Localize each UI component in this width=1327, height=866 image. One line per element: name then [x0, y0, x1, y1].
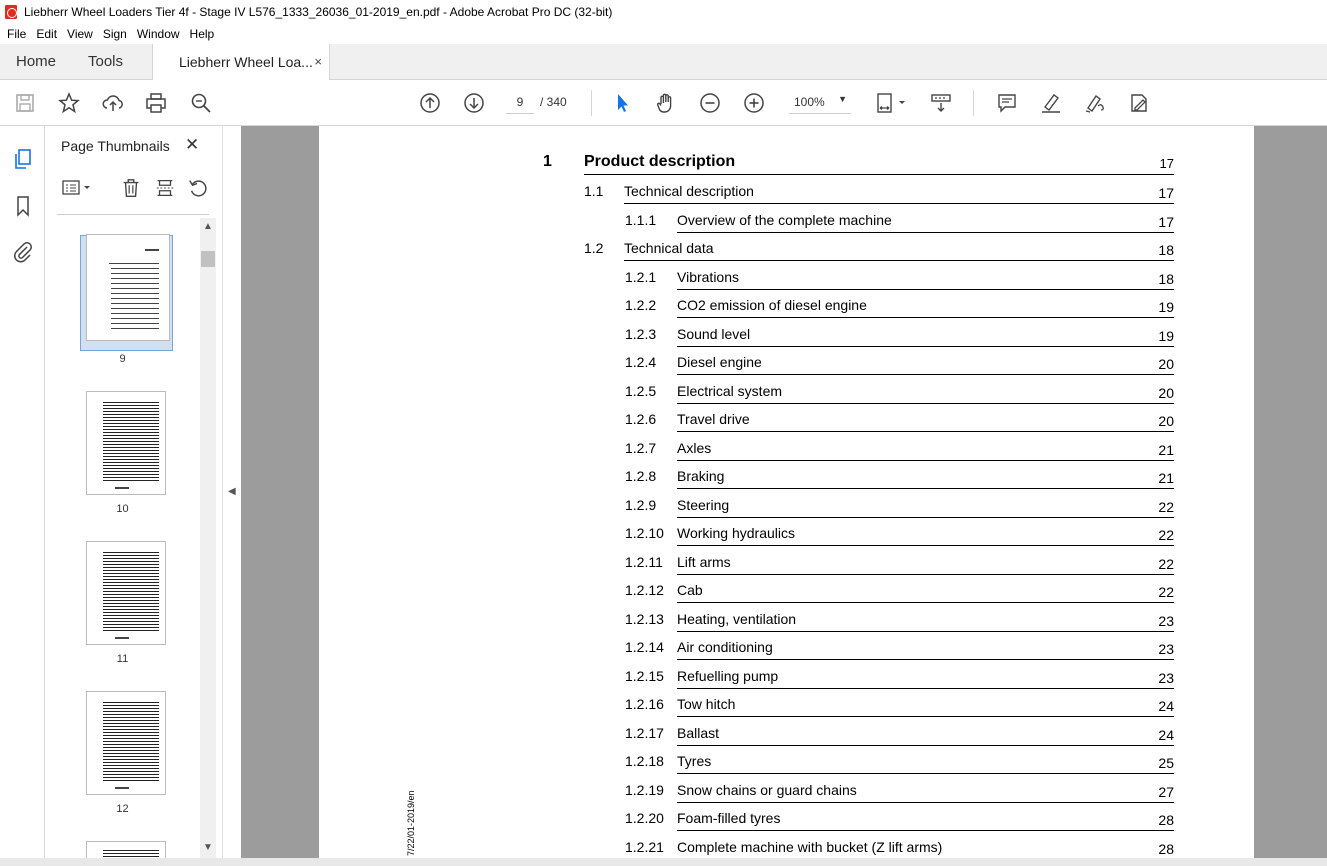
thumbnail-page-12[interactable] [86, 691, 166, 795]
toc-entry-page[interactable]: 28 [1158, 840, 1174, 857]
toc-chapter-title[interactable]: Product description [584, 153, 736, 170]
zoom-value: 100% [794, 95, 825, 109]
toc-entry-title[interactable]: Cab [677, 582, 703, 598]
left-rail [0, 126, 45, 866]
thumbnails-toolbar [45, 174, 222, 204]
toc-entry-title[interactable]: Axles [677, 439, 712, 456]
extract-page-icon[interactable] [153, 176, 177, 200]
toc-entry-number: 1.2.16 [625, 696, 664, 712]
toc-entry-page[interactable]: 25 [1158, 755, 1174, 771]
scroll-down-icon[interactable]: ▼ [203, 842, 213, 853]
toc-underline [677, 289, 1174, 290]
thumbnail-page-9[interactable] [86, 234, 170, 341]
toc-underline [677, 460, 1174, 461]
rotate-page-icon[interactable] [186, 176, 210, 200]
tab-home[interactable]: Home [16, 53, 57, 70]
zoom-out-icon[interactable] [697, 90, 723, 116]
zoom-in-icon[interactable] [741, 90, 767, 116]
menu-view[interactable]: View [67, 27, 93, 41]
toc-entry-number: 1.2.5 [625, 382, 657, 399]
menu-sign[interactable]: Sign [102, 27, 127, 41]
toc-entry-title[interactable]: Snow chains or guard chains [677, 781, 857, 798]
thumbnail-number: 9 [119, 353, 126, 365]
toc-entry-page[interactable]: 19 [1158, 327, 1174, 344]
attachment-icon[interactable] [10, 239, 36, 265]
collapse-panel-icon[interactable]: ◀ [228, 486, 236, 497]
tab-document[interactable] [152, 44, 330, 81]
toc-entry-number: 1.2.3 [625, 325, 657, 342]
toc-entry-number: 1.2.6 [625, 411, 657, 427]
close-tab-icon[interactable]: × [314, 54, 322, 69]
toc-entry-number: 1.2.11 [625, 553, 663, 570]
menu-window[interactable]: Window [136, 27, 180, 41]
toc-entry-page[interactable]: 18 [1158, 242, 1174, 258]
toc-entry-page[interactable]: 28 [1158, 812, 1174, 828]
page-total: / 340 [540, 95, 567, 109]
pdf-page [319, 126, 1254, 866]
thumbnail-page-11[interactable] [86, 541, 166, 645]
hand-tool-icon[interactable] [653, 90, 679, 116]
page-fit-icon[interactable] [872, 90, 910, 116]
toc-entry-number: 1.2.15 [625, 667, 664, 684]
toc-entry-number: 1.2.18 [625, 753, 664, 769]
toc-underline [677, 403, 1174, 404]
toc-entry-page[interactable]: 17 [1158, 185, 1174, 201]
toc-underline [677, 602, 1174, 603]
toc-entry-number: 1.2.10 [625, 525, 664, 541]
scroll-up-icon[interactable]: ▲ [203, 221, 213, 232]
toc-underline [677, 232, 1174, 233]
upload-cloud-icon[interactable] [100, 90, 126, 116]
bookmark-icon[interactable] [10, 193, 36, 219]
toc-entry-title[interactable]: Travel drive [677, 411, 750, 427]
toc-underline [624, 203, 1174, 204]
delete-page-icon[interactable] [119, 176, 143, 200]
toc-underline [677, 517, 1174, 518]
previous-page-icon[interactable] [417, 90, 443, 116]
toc-entry-title[interactable]: Foam-filled tyres [677, 810, 781, 826]
toc-underline [677, 745, 1174, 746]
star-icon[interactable] [56, 90, 82, 116]
toc-entry-page[interactable]: 22 [1158, 555, 1174, 572]
highlight-pen-icon[interactable] [1038, 90, 1064, 116]
toc-entry-title[interactable]: Braking [677, 468, 725, 484]
toc-chapter-page[interactable]: 17 [1159, 156, 1174, 171]
toc-chapter-number: 1 [543, 153, 552, 170]
toc-entry-title[interactable]: Tyres [677, 753, 712, 769]
toc-entry-title[interactable]: Sound level [677, 325, 751, 342]
toc-underline [677, 659, 1174, 660]
toc-underline [677, 431, 1174, 432]
toc-entry-number: 1.2.20 [625, 810, 664, 826]
toc-entry-page[interactable]: 20 [1158, 384, 1174, 401]
page-thumbnails-icon[interactable] [10, 146, 36, 172]
toc-underline [677, 574, 1174, 575]
toc-underline [677, 830, 1174, 831]
thumbnails-panel [45, 126, 222, 866]
toc-entry-number: 1.2.1 [625, 268, 657, 285]
thumbnail-options-icon[interactable] [59, 176, 95, 200]
toc-entry-page[interactable]: 24 [1158, 698, 1174, 714]
close-panel-icon[interactable]: ✕ [185, 135, 200, 154]
toc-entry-title[interactable]: Lift arms [677, 553, 731, 570]
toc-entry-title[interactable]: Technical data [624, 240, 714, 256]
sign-pen-icon[interactable] [1082, 90, 1108, 116]
thumbnail-list [45, 218, 200, 858]
toc-entry-page[interactable]: 19 [1158, 299, 1174, 315]
toc-entry-page[interactable]: 23 [1158, 612, 1174, 629]
toc-entry-number: 1.1.1 [625, 211, 657, 228]
toc-underline [584, 174, 1174, 175]
toc-entry-page[interactable]: 27 [1158, 783, 1174, 800]
thumbnail-number: 10 [116, 503, 129, 515]
toc-entry-page[interactable]: 23 [1158, 641, 1174, 657]
find-zoom-icon[interactable] [188, 90, 214, 116]
toc-entry-page[interactable]: 18 [1158, 270, 1174, 287]
toc-underline [677, 488, 1174, 489]
toc-underline [677, 773, 1174, 774]
toc-entry-title[interactable]: Tow hitch [677, 696, 736, 712]
toc-entry-number: 1.2.14 [625, 639, 664, 655]
toc-entry-number: 1.2.8 [625, 468, 657, 484]
toc-entry-title[interactable]: Technical description [624, 183, 754, 199]
toc-entry-number: 1.2.7 [625, 439, 657, 456]
toc-entry-page[interactable]: 22 [1158, 527, 1174, 543]
toc-entry-title[interactable]: CO2 emission of diesel engine [677, 297, 867, 313]
toc-entry-title[interactable]: Heating, ventilation [677, 610, 797, 627]
toc-underline [677, 688, 1174, 689]
toc-underline [677, 545, 1174, 546]
print-icon[interactable] [143, 90, 169, 116]
thumbnail-number: 11 [116, 653, 129, 665]
toc-entry-number: 1.2.9 [625, 496, 657, 513]
toc-entry-title[interactable]: Working hydraulics [677, 525, 796, 541]
toc-entry-number: 1.2.19 [625, 781, 664, 798]
menu-help[interactable]: Help [189, 27, 215, 41]
toc-underline [677, 346, 1174, 347]
document-code: 7/22/01-2019/en [406, 790, 416, 856]
toc-entry-page[interactable]: 20 [1158, 413, 1174, 429]
toc-entry-number: 1.1 [584, 183, 604, 199]
toc-underline [677, 631, 1174, 632]
toc-underline [677, 317, 1174, 318]
toc-entry-title[interactable]: Ballast [677, 724, 720, 741]
tab-bar [0, 44, 1327, 80]
thumbnail-number: 12 [116, 803, 129, 815]
toc-entry-number: 1.2.13 [625, 610, 664, 627]
thumbnail-page-10[interactable] [86, 391, 166, 495]
toc-entry-number: 1.2.2 [625, 297, 657, 313]
horizontal-scrollbar[interactable] [0, 858, 1327, 866]
tab-document-label: Liebherr Wheel Loa... [179, 54, 313, 70]
edit-pdf-icon[interactable] [1126, 90, 1152, 116]
menu-bar [0, 24, 1327, 44]
toc-entry-title[interactable]: Refuelling pump [677, 667, 779, 684]
toolbar [0, 80, 1327, 126]
toolbar-divider [973, 90, 974, 116]
toc-entry-page[interactable]: 20 [1158, 356, 1174, 372]
toc-entry-number: 1.2.17 [625, 724, 664, 741]
toc-entry-number: 1.2.12 [625, 582, 664, 598]
toc-entry-title[interactable]: Complete machine with bucket (Z lift arms) [677, 838, 943, 855]
toc-entry-number: 1.2 [584, 240, 604, 256]
zoom-dropdown[interactable] [789, 90, 851, 114]
acrobat-icon [5, 5, 17, 19]
page-number-input[interactable] [506, 90, 534, 114]
panel-splitter[interactable] [222, 126, 241, 866]
document-viewer[interactable] [241, 126, 1327, 866]
toc-underline [677, 802, 1174, 803]
toc-entry-page[interactable]: 17 [1158, 213, 1174, 230]
toc-entry-page[interactable]: 21 [1158, 441, 1174, 458]
toc-entry-page[interactable]: 22 [1158, 584, 1174, 600]
menu-edit[interactable]: Edit [36, 27, 58, 41]
toolbar-divider [591, 90, 592, 116]
toc-underline [677, 374, 1174, 375]
toc-entry-page[interactable]: 23 [1158, 669, 1174, 686]
toc-underline [677, 716, 1174, 717]
tab-tools[interactable]: Tools [88, 53, 124, 70]
save-icon[interactable] [12, 90, 38, 116]
comment-icon[interactable] [994, 90, 1020, 116]
toc-entry-page[interactable]: 22 [1158, 498, 1174, 515]
toc-entry-title[interactable]: Overview of the complete machine [677, 211, 892, 228]
toc-entry-number: 1.2.21 [625, 838, 664, 855]
thumbnails-scrollbar[interactable] [200, 218, 216, 858]
scroll-mode-icon[interactable] [928, 90, 954, 116]
next-page-icon[interactable] [461, 90, 487, 116]
menu-file[interactable]: File [7, 27, 27, 41]
thumbnail-page-13[interactable] [86, 841, 166, 858]
toc-entry-number: 1.2.4 [625, 354, 657, 370]
toc-entry-title[interactable]: Steering [677, 496, 730, 513]
select-cursor-icon[interactable] [609, 90, 635, 116]
thumbnails-title: Page Thumbnails [61, 138, 170, 154]
window-title: Liebherr Wheel Loaders Tier 4f - Stage IV L576_1333_26036_01-2019_en.pdf - Adobe Acrobat Pro DC (32-bit) [24, 5, 613, 19]
toc-entry-page[interactable]: 21 [1158, 470, 1174, 486]
toc-entry-title[interactable]: Electrical system [677, 382, 783, 399]
toc-entry-title[interactable]: Diesel engine [677, 354, 762, 370]
toc-entry-title[interactable]: Vibrations [677, 268, 740, 285]
thumbnails-divider [57, 214, 209, 215]
toc-entry-title[interactable]: Air conditioning [677, 639, 773, 655]
title-bar [0, 0, 1327, 24]
scrollbar-thumb[interactable] [201, 251, 215, 267]
chevron-down-icon: ▼ [838, 94, 847, 104]
toc-underline [624, 260, 1174, 261]
toc-entry-page[interactable]: 24 [1158, 726, 1174, 743]
